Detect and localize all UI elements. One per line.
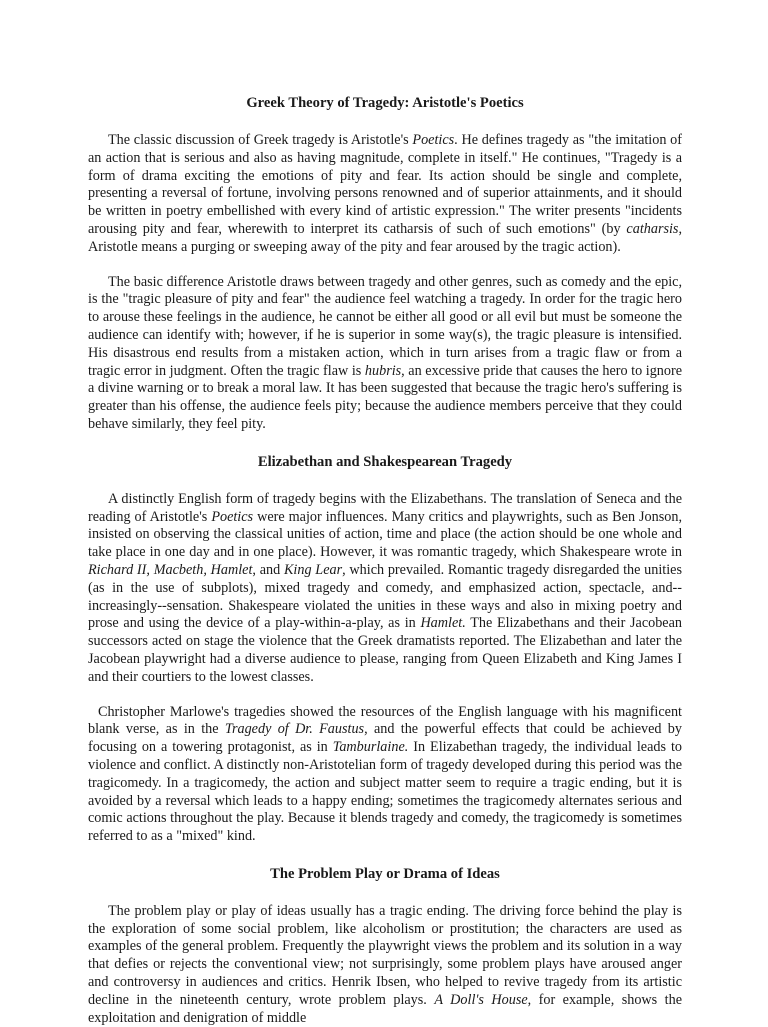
italic-text: catharsis: [626, 220, 679, 237]
italic-text: Poetics: [211, 508, 254, 525]
text-run: , and: [252, 561, 284, 578]
section-heading-greek-tragedy: Greek Theory of Tragedy: Aristotle's Poetics: [246, 95, 524, 111]
paragraph: [88, 491, 682, 687]
text-run: In Elizabethan tragedy, the individual leads to violence and conflict. A distinctly non-Aristotelian form of tragedy developed during this period was the tragicomedy. In a tragicomedy, the action and subject matter seem to require a tragic ending, but it is avoided by a reversal which leads to a happy ending; sometimes the tragicomedy alternates serious and comic actions throughout the play. Because it blends tragedy and comedy, the tragicomedy is sometimes referred to as a "mixed" kind.: [88, 739, 683, 845]
paragraph: [88, 903, 682, 1027]
text-run: , and the powerful effects that could be achieved by focusing on a towering protagonist, as in: [88, 721, 682, 756]
paragraph: [88, 274, 682, 434]
section-heading-elizabethan-tragedy: Elizabethan and Shakespearean Tragedy: [257, 453, 513, 470]
italic-text: Tragedy of Dr. Faustus: [224, 721, 365, 738]
text-run: Christopher Marlowe's tragedies showed the resources of the English language with his magnificent blank verse, as in the: [88, 703, 682, 738]
section-heading-problem-play: The Problem Play or Drama of Ideas: [270, 865, 500, 882]
italic-text: Tamburlaine.: [332, 739, 409, 756]
text-run: The classic discussion of Greek tragedy is Aristotle's: [108, 132, 413, 148]
italic-text: hubris: [364, 362, 402, 379]
text-run: , an excessive pride that causes the hero to ignore a divine warning or to break a moral law. It has been suggested that because the tragic hero's suffering is greater than his offense, the audience feels pity; because the audience members perceive that they could behave similarly, they feel pity.: [88, 362, 683, 432]
text-run: , for example, shows the exploitation and denigration of middle: [88, 991, 682, 1026]
italic-text: Richard II, Macbeth, Hamlet: [88, 561, 253, 578]
text-run: A distinctly English form of tragedy begins with the Elizabethans. The translation of Seneca and the reading of Aristotle's: [88, 490, 682, 525]
italic-text: Hamlet.: [420, 615, 466, 632]
italic-text: Poetics: [412, 132, 455, 148]
italic-text: King Lear: [283, 561, 343, 578]
text-run: The basic difference Aristotle draws between tragedy and other genres, such as comedy and the epic, is the "tragic pleasure of pity and fear" the audience feel watching a tragedy. In order for the tragic hero to arouse these feelings in the audience, he cannot be either all good or all evil but must be someone the audience can identify with; however, if he is superior in some way(s), the tragic pleasure is intensified. His disastrous end results from a mistaken action, which in turn arises from a tragic flaw or from a tragic error in judgment. Often the tragic flaw is: [88, 273, 682, 379]
text-run: , Aristotle means a purging or sweeping away of the pity and fear aroused by the tragic action).: [88, 220, 682, 255]
italic-text: A Doll's House: [434, 991, 528, 1008]
text-run: were major influences. Many critics and playwrights, such as Ben Jonson, insisted on observing the classical unities of action, time and place (the action should be one whole and take place in one day and in one place). However, it was romantic tragedy, which Shakespeare wrote in: [88, 508, 682, 561]
paragraph: [88, 704, 682, 846]
text-run: . He defines tragedy as "the imitation of an action that is serious and also as having magnitude, complete in itself." He continues, "Tragedy is a form of drama exciting the emotions of pity and fear. Its action should be single and complete, presenting a reversal of fortune, involving persons renowned and of superior attainments, and it should be written in poetry embellished with every kind of artistic expression." The writer presents "incidents arousing pity and fear, wherewith to interpret its catharsis of such of such emotions" (by: [88, 132, 682, 237]
text-run: , which prevailed. Romantic tragedy disregarded the unities (as in the use of subplots), mixed tragedy and comedy, and emphasized action, spectacle, and--increasingly--sensation. Shakespeare violated the unities in these ways and also in mixing poetry and prose and using the device of a play-within-a-play, as in: [88, 561, 682, 632]
text-run: The Elizabethans and their Jacobean successors acted on stage the violence that the Greek dramatists reported. The Elizabethan and later the Jacobean playwright had a diverse audience to please, ranging from Queen Elizabeth and King James I and their courtiers to the lowest classes.: [88, 615, 682, 685]
paragraph: [88, 132, 682, 257]
text-run: The problem play or play of ideas usually has a tragic ending. The driving force behind the play is the exploration of some social problem, like alcoholism or prostitution; the characters are used as examples of the general problem. Frequently the playwright views the problem and its solution in a way that defies or rejects the conventional view; not surprisingly, some problem plays have aroused anger and controversy in audiences and critics. Henrik Ibsen, who helped to revive tragedy from its artistic decline in the nineteenth century, wrote problem plays.: [88, 902, 682, 1008]
